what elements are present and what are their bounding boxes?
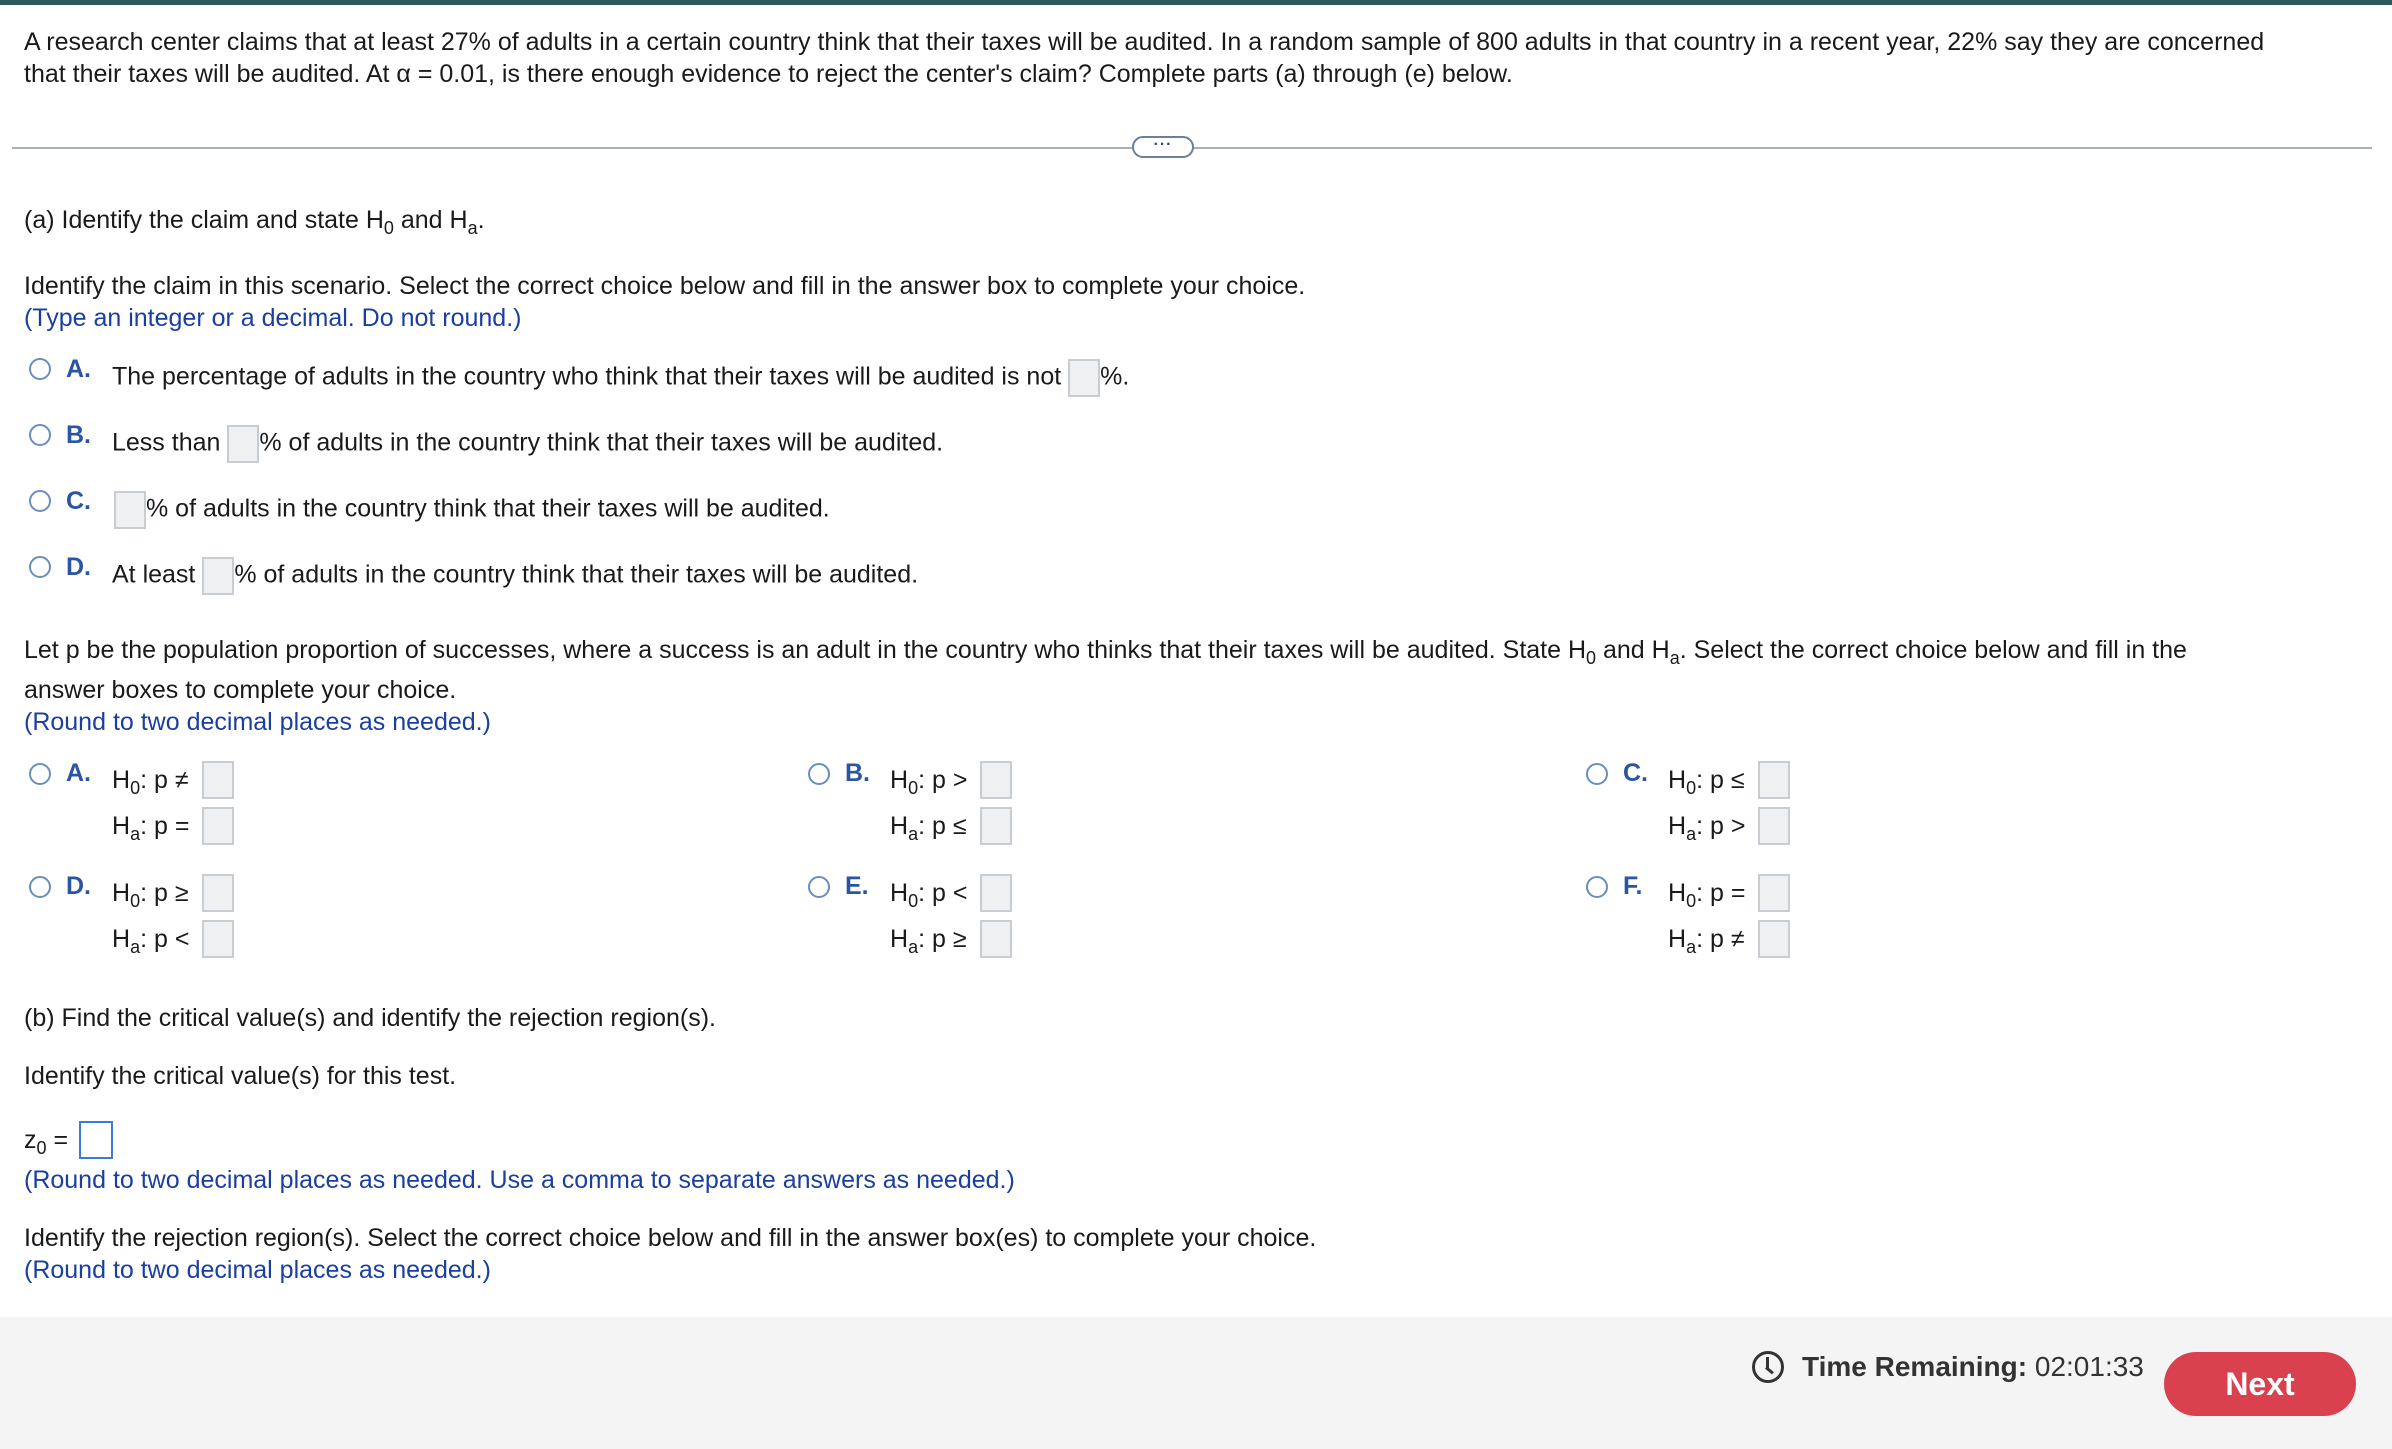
hyp-d-ha: $H_a$: p < [112,925,190,957]
hyp-option-a-radio[interactable] [29,763,51,785]
claim-option-c-text: % of adults in the country think that their taxes will be audited. [114,491,830,529]
hyp-option-b-radio[interactable] [808,763,830,785]
top-bar [0,0,2392,5]
z0-input[interactable] [79,1121,113,1159]
hyp-c-ha-box[interactable] [1758,807,1790,845]
clock-icon [1752,1351,1784,1383]
hyp-a-h0: $H_0$: p ≠ [112,766,189,798]
claim-option-b-radio[interactable] [29,424,51,446]
hyp-option-f-letter: F. [1623,872,1643,900]
hyp-c-h0-box[interactable] [1758,761,1790,799]
claim-instruction: Identify the claim in this scenario. Select the correct choice below and fill in the answer box to complete your choice. [24,272,1306,300]
claim-option-a-radio[interactable] [29,358,51,380]
hyp-f-ha: $H_a$: p ≠ [1668,925,1745,957]
hyp-b-ha: $H_a$: p ≤ [890,812,967,844]
region-instruction: Identify the rejection region(s). Select the correct choice below and fill in the answer box(es) to complete your choice. [24,1224,1317,1252]
claim-option-a-text: The percentage of adults in the country who think that their taxes will be audited is not %. [112,359,1129,397]
hypothesis-instruction-line-2: answer boxes to complete your choice. [24,676,457,704]
hyp-e-ha-box[interactable] [980,920,1012,958]
hyp-option-c-radio[interactable] [1586,763,1608,785]
claim-c-answer-box[interactable] [114,491,146,529]
hypothesis-instruction: Let p be the population proportion of successes, where a success is an adult in the country who thinks that their taxes will be audited. State $H_0$ and $H_a$. Select the correct choice below and fill in the [24,636,2187,668]
claim-hint: (Type an integer or a decimal. Do not round.) [24,304,522,332]
more-button[interactable]: ··· [1132,136,1194,158]
claim-option-d-text: At least % of adults in the country think that their taxes will be audited. [112,557,918,595]
question-line-2: that their taxes will be audited. At α = 0.01, is there enough evidence to reject the center's claim? Complete parts (a) through (e) below. [24,60,1513,88]
critical-hint: (Round to two decimal places as needed. Use a comma to separate answers as needed.) [24,1166,1015,1194]
hyp-e-h0: $H_0$: p < [890,879,968,911]
next-button[interactable]: Next [2164,1352,2356,1416]
hyp-option-f-radio[interactable] [1586,876,1608,898]
hyp-c-h0: $H_0$: p ≤ [1668,766,1745,798]
hyp-option-d-radio[interactable] [29,876,51,898]
hyp-b-h0: $H_0$: p > [890,766,968,798]
hyp-f-h0-box[interactable] [1758,874,1790,912]
claim-option-c-letter: C. [66,487,91,515]
hyp-option-b-letter: B. [845,759,870,787]
question-text [24,26,2264,90]
claim-option-b-text: Less than % of adults in the country think that their taxes will be audited. [112,425,943,463]
hyp-d-h0: $H_0$: p ≥ [112,879,189,911]
time-remaining: Time Remaining: 02:01:33 [1802,1351,2144,1382]
hyp-d-h0-box[interactable] [202,874,234,912]
hyp-b-ha-box[interactable] [980,807,1012,845]
hyp-option-c-letter: C. [1623,759,1648,787]
hyp-a-ha: $H_a$: p = [112,812,190,844]
hyp-e-ha: $H_a$: p ≥ [890,925,967,957]
hyp-option-d-letter: D. [66,872,91,900]
part-a-heading: (a) Identify the claim and state $H_0$ and $H_a$. [24,206,485,238]
claim-option-c-radio[interactable] [29,490,51,512]
hyp-option-e-radio[interactable] [808,876,830,898]
hyp-option-e-letter: E. [845,872,869,900]
hyp-option-a-letter: A. [66,759,91,787]
hyp-a-ha-box[interactable] [202,807,234,845]
claim-option-d-letter: D. [66,553,91,581]
part-b-heading: (b) Find the critical value(s) and identify the rejection region(s). [24,1004,716,1032]
question-line-1: A research center claims that at least 27% of adults in a certain country think that their taxes will be audited. In a random sample of 800 adults in that country in a recent year, 22% say they are concerned [24,28,2265,56]
claim-option-d-radio[interactable] [29,556,51,578]
claim-option-a-letter: A. [66,355,91,383]
time-value: 02:01:33 [2034,1351,2144,1382]
hyp-d-ha-box[interactable] [202,920,234,958]
claim-b-answer-box[interactable] [227,425,259,463]
region-hint: (Round to two decimal places as needed.) [24,1256,491,1284]
claim-option-b-letter: B. [66,421,91,449]
hyp-f-ha-box[interactable] [1758,920,1790,958]
hyp-a-h0-box[interactable] [202,761,234,799]
claim-a-answer-box[interactable] [1068,359,1100,397]
hyp-f-h0: $H_0$: p = [1668,879,1746,911]
hyp-b-h0-box[interactable] [980,761,1012,799]
critical-instruction: Identify the critical value(s) for this test. [24,1062,457,1090]
claim-d-answer-box[interactable] [202,557,234,595]
hyp-c-ha: $H_a$: p > [1668,812,1746,844]
hyp-e-h0-box[interactable] [980,874,1012,912]
hypothesis-hint: (Round to two decimal places as needed.) [24,708,491,736]
z0-label: $z_0$ = [24,1126,69,1158]
